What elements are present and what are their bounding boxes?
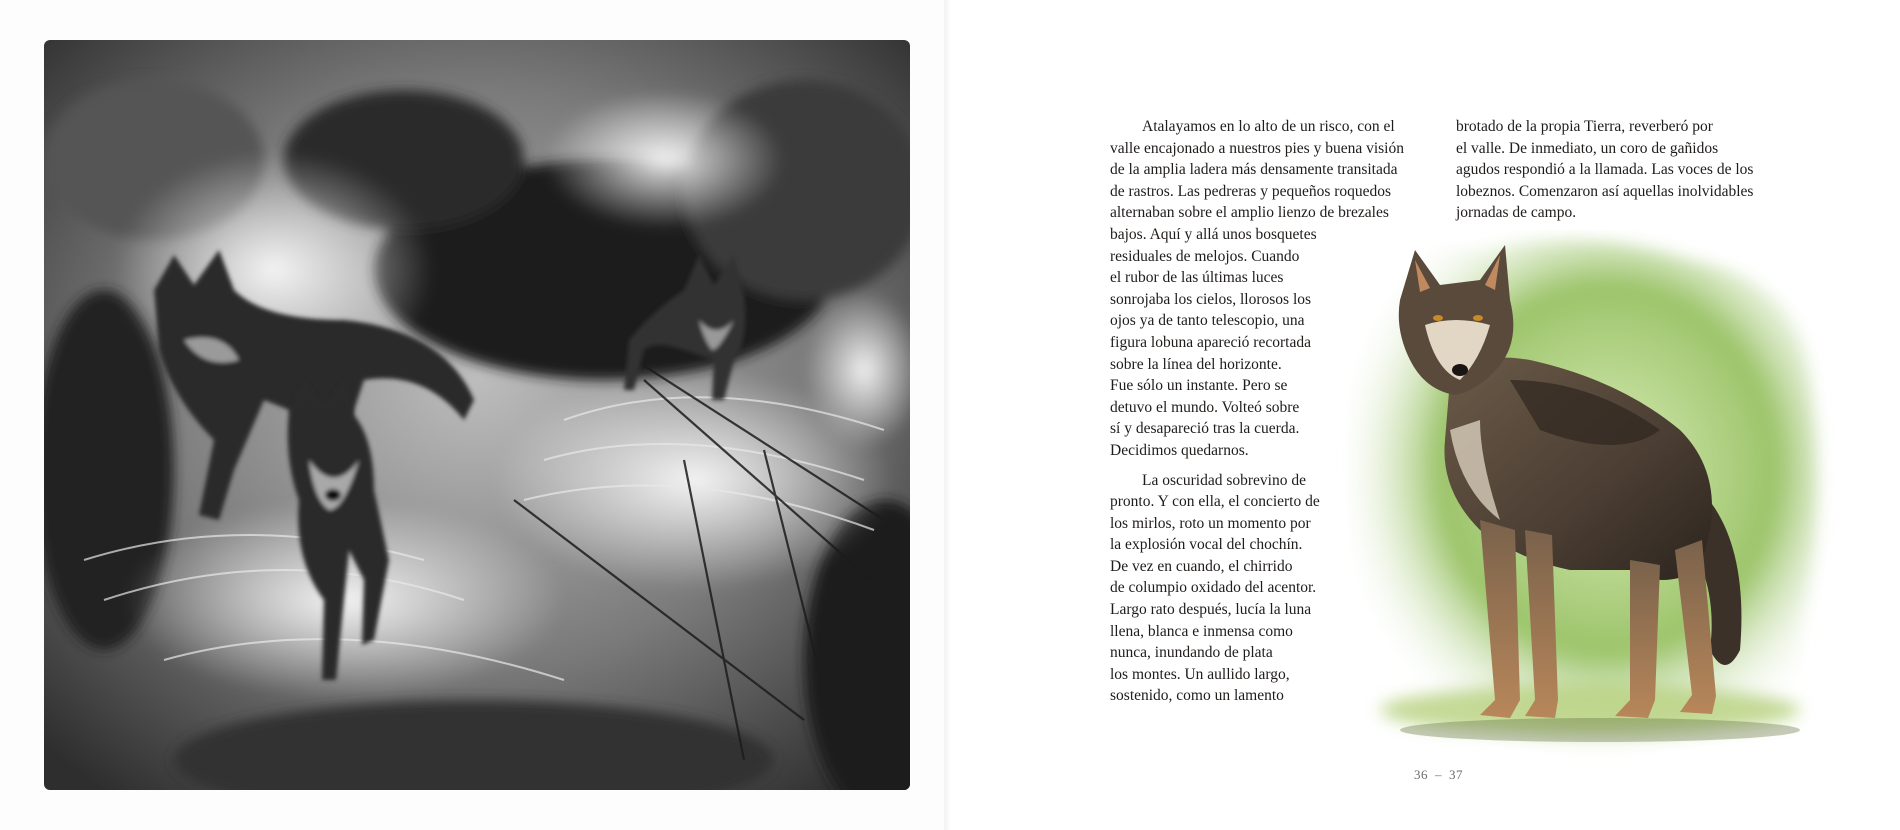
text-line: llena, blanca e inmensa como bbox=[1110, 622, 1293, 640]
iberian-wolf-illustration bbox=[1330, 230, 1840, 770]
text-line: de rastros. Las pedreras y pequeños roquedos bbox=[1110, 182, 1392, 200]
page-number-separator: – bbox=[1435, 767, 1442, 782]
text-line: detuvo el mundo. Volteó sobre bbox=[1110, 398, 1300, 416]
text-line: sí y desapareció tras la cuerda. bbox=[1110, 420, 1300, 438]
text-line: nunca, inundando de plata bbox=[1110, 644, 1273, 662]
text-line: Decidimos quedarnos. bbox=[1110, 441, 1249, 459]
text-line: el valle. De inmediato, un coro de gañidos bbox=[1456, 139, 1719, 157]
text-line: de columpio oxidado del acentor. bbox=[1110, 579, 1317, 597]
text-line: ojos ya de tanto telescopio, una bbox=[1110, 312, 1305, 330]
text-line: la explosión vocal del chochín. bbox=[1110, 536, 1303, 554]
text-line: los montes. Un aullido largo, bbox=[1110, 665, 1290, 683]
text-line: jornadas de campo. bbox=[1456, 204, 1577, 222]
text-column-right bbox=[1456, 116, 1786, 224]
text-line: valle encajonado a nuestros pies y buena visión bbox=[1110, 139, 1404, 157]
text-line: sobre la línea del horizonte. bbox=[1110, 355, 1282, 373]
text-line: de la amplia ladera más densamente transitada bbox=[1110, 161, 1398, 179]
wolf-pack-illustration bbox=[44, 40, 910, 790]
text-line: Largo rato después, lucía la luna bbox=[1110, 601, 1312, 619]
text-line: alternaban sobre el amplio lienzo de brezales bbox=[1110, 204, 1389, 222]
text-line: brotado de la propia Tierra, reverberó por bbox=[1456, 118, 1713, 135]
page-number-left: 36 bbox=[1414, 767, 1428, 782]
text-line: figura lobuna apareció recortada bbox=[1110, 333, 1311, 351]
text-line: De vez en cuando, el chirrido bbox=[1110, 557, 1293, 575]
text-line: el rubor de las últimas luces bbox=[1110, 269, 1284, 287]
text-line: sonrojaba los cielos, llorosos los bbox=[1110, 290, 1312, 308]
text-line: residuales de melojos. Cuando bbox=[1110, 247, 1300, 265]
text-line: los mirlos, roto un momento por bbox=[1110, 514, 1311, 532]
text-line: lobeznos. Comenzaron así aquellas inolvidables bbox=[1456, 182, 1754, 200]
text-line: pronto. Y con ella, el concierto de bbox=[1110, 493, 1320, 511]
text-line: bajos. Aquí y allá unos bosquetes bbox=[1110, 225, 1317, 243]
text-line: agudos respondió a la llamada. Las voces de los bbox=[1456, 161, 1754, 179]
text-line: La oscuridad sobrevino de bbox=[1142, 471, 1306, 489]
page-number-right: 37 bbox=[1449, 767, 1463, 782]
page-numbers bbox=[1414, 767, 1463, 783]
text-line: sostenido, como un lamento bbox=[1110, 687, 1284, 705]
text-line: Fue sólo un instante. Pero se bbox=[1110, 377, 1288, 395]
text-line: Atalayamos en lo alto de un risco, con el bbox=[1142, 118, 1395, 135]
